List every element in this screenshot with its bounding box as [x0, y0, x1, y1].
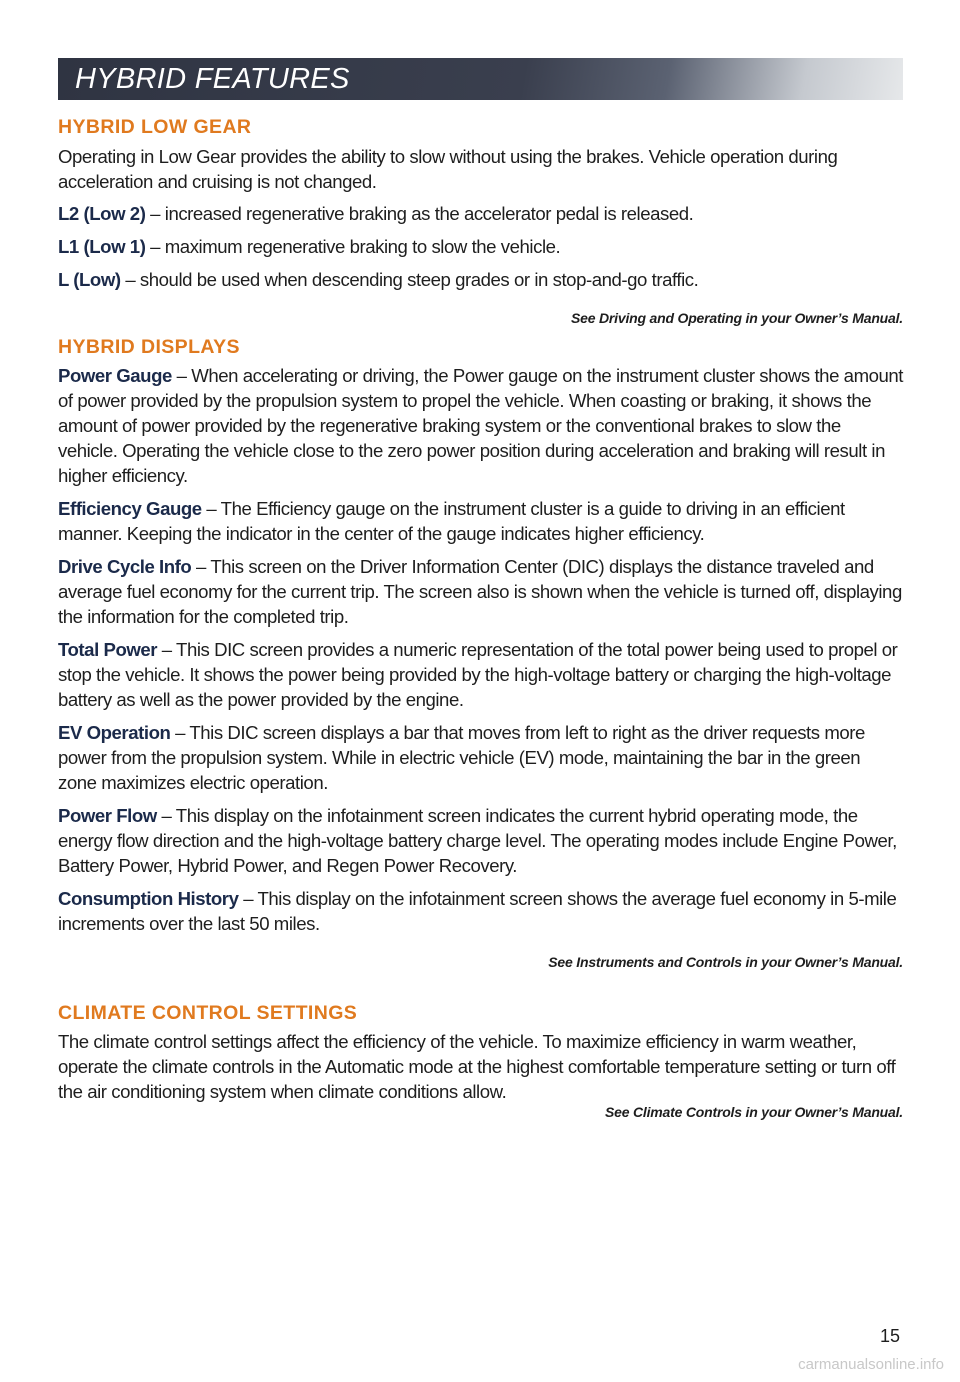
display-term-ev-operation: EV Operation [58, 722, 171, 743]
display-term-total-power: Total Power [58, 639, 158, 660]
watermark: carmanualsonline.info [798, 1356, 944, 1373]
display-term-power-flow: Power Flow [58, 805, 157, 826]
low-gear-text-l2: – increased regenerative braking as the accelerator pedal is released. [145, 203, 694, 224]
manual-reference-climate: See Climate Controls in your Owner’s Manual. [605, 1104, 903, 1120]
display-text-total-power: – This DIC screen provides a numeric representation of the total power being used to propel or stop the vehicle. It shows the power being provided by the high-voltage battery or charging the high-voltage battery as well as the power provided by the engine. [58, 639, 898, 710]
banner-title: HYBRID FEATURES [75, 63, 350, 95]
page-number: 15 [879, 1326, 900, 1346]
display-item-power-gauge [58, 363, 903, 488]
climate-text: The climate control settings affect the efficiency of the vehicle. To maximize efficiency in warm weather, operate the climate controls in the Automatic mode at the highest comfortable temperature setting or turn off the air conditioning system when climate conditions allow. [58, 1031, 896, 1102]
low-gear-text-l: – should be used when descending steep grades or in stop-and-go traffic. [120, 269, 699, 290]
display-item-ev-operation [58, 720, 903, 795]
section-heading-climate: CLIMATE CONTROL SETTINGS [58, 1002, 358, 1024]
display-term-drive-cycle-info: Drive Cycle Info [58, 556, 192, 577]
display-text-efficiency-gauge: – The Efficiency gauge on the instrument cluster is a guide to driving in an efficient manner. Keeping the indicator in the center of the gauge indicates higher efficiency. [58, 498, 845, 544]
section-heading-hybrid-low-gear: HYBRID LOW GEAR [58, 116, 252, 138]
display-text-power-flow: – This display on the infotainment screen indicates the current hybrid operating mode, the energy flow direction and the high-voltage battery charge level. The operating modes include Engine Power, Battery Power, Hybrid Power, and Regen Power Recovery. [58, 805, 897, 876]
low-gear-item-l1 [58, 234, 903, 259]
low-gear-item-l2 [58, 201, 903, 226]
display-item-consumption-history [58, 886, 903, 936]
display-text-drive-cycle-info: – This screen on the Driver Information Center (DIC) displays the distance traveled and average fuel economy for the current trip. The screen also is shown when the vehicle is turned off, displaying the information for the completed trip. [58, 556, 902, 627]
display-item-efficiency-gauge [58, 496, 903, 546]
page-content [58, 114, 903, 1122]
section-heading-hybrid-displays: HYBRID DISPLAYS [58, 336, 240, 358]
display-term-consumption-history: Consumption History [58, 888, 239, 909]
display-item-total-power [58, 637, 903, 712]
low-gear-term-l1: L1 (Low 1) [58, 236, 146, 257]
low-gear-term-l: L (Low) [58, 269, 121, 290]
low-gear-term-l2: L2 (Low 2) [58, 203, 146, 224]
hybrid-displays-section [58, 334, 903, 972]
display-item-drive-cycle-info [58, 554, 903, 629]
manual-reference-instruments: See Instruments and Controls in your Owner’s Manual. [548, 954, 903, 970]
hybrid-low-gear-section [58, 114, 903, 328]
display-term-efficiency-gauge: Efficiency Gauge [58, 498, 202, 519]
display-item-power-flow [58, 803, 903, 878]
hybrid-low-gear-intro: Operating in Low Gear provides the ability to slow without using the brakes. Vehicle operation during acceleration and cruising is not changed. [58, 146, 838, 192]
low-gear-text-l1: – maximum regenerative braking to slow the vehicle. [145, 236, 561, 257]
climate-section [58, 1000, 903, 1122]
display-text-consumption-history: – This display on the infotainment screen shows the average fuel economy in 5-mile increments over the last 50 miles. [58, 888, 897, 934]
display-text-ev-operation: – This DIC screen displays a bar that moves from left to right as the driver requests more power from the propulsion system. While in electric vehicle (EV) mode, maintaining the bar in the green zone maximizes electric operation. [58, 722, 865, 793]
display-text-power-gauge: – When accelerating or driving, the Power gauge on the instrument cluster shows the amount of power provided by the propulsion system to propel the vehicle. When coasting or braking, it shows the amount of power provided by the regenerative braking system or the conventional brakes to slow the vehicle. Operating the vehicle close to the zero power position during acceleration and braking will result in higher efficiency. [58, 365, 903, 486]
display-term-power-gauge: Power Gauge [58, 365, 172, 386]
low-gear-item-l [58, 267, 903, 292]
section-banner [58, 58, 903, 100]
manual-reference-driving: See Driving and Operating in your Owner’s Manual. [571, 310, 903, 326]
